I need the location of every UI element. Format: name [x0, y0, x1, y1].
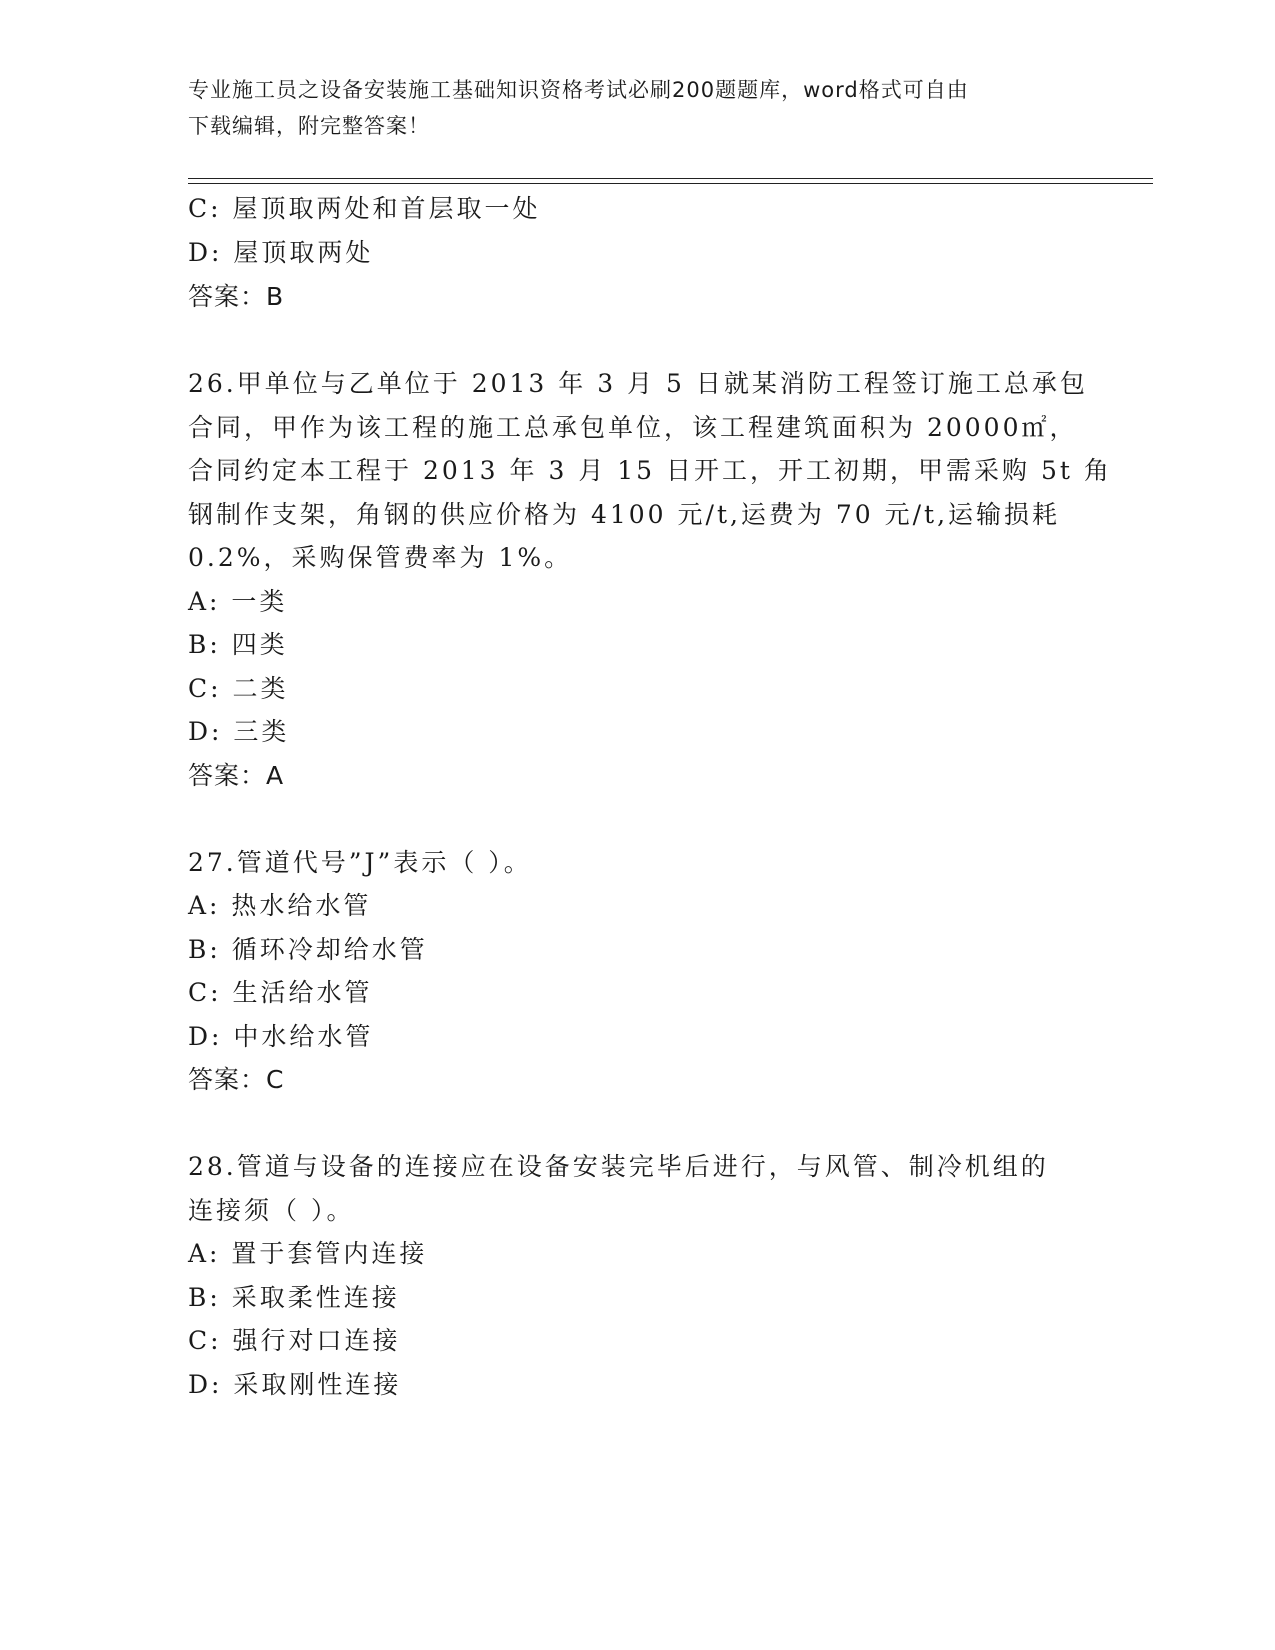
question-28-stem-line-2: 连接须（ ）。: [188, 1196, 355, 1225]
question-28-option-a: A: 置于套管内连接: [188, 1239, 428, 1268]
document-header: [188, 72, 1068, 144]
header-divider-bottom: [188, 183, 1153, 184]
question-27-answer: 答案：C: [188, 1065, 285, 1094]
question-27-option-a: A: 热水给水管: [188, 891, 372, 920]
question-27-option-c: C: 生活给水管: [188, 978, 373, 1007]
header-line-1: 专业施工员之设备安装施工基础知识资格考试必刷200题题库，word格式可自由: [188, 78, 969, 102]
question-27-option-b: B: 循环冷却给水管: [188, 935, 428, 964]
question-28-stem-line-1: 28.管道与设备的连接应在设备安装完毕后进行，与风管、制冷机组的: [188, 1152, 1049, 1181]
question-26-stem-line-4: 钢制作支架，角钢的供应价格为 4100 元/t,运费为 70 元/t,运输损耗: [188, 500, 1061, 529]
option-c: C: 屋顶取两处和首层取一处: [188, 194, 541, 223]
question-26-option-c: C: 二类: [188, 674, 289, 703]
question-27-stem-line-1: 27.管道代号”J”表示（ ）。: [188, 848, 532, 877]
header-divider-top: [188, 178, 1153, 179]
question-28-option-d: D: 采取刚性连接: [188, 1370, 402, 1399]
question-26-option-a: A: 一类: [188, 587, 288, 616]
option-d: D: 屋顶取两处: [188, 238, 374, 267]
question-26-stem-line-5: 0.2%，采购保管费率为 1%。: [188, 543, 573, 572]
answer-label: 答案：B: [188, 282, 285, 311]
question-27-option-d: D: 中水给水管: [188, 1022, 374, 1051]
question-26-stem-line-2: 合同，甲作为该工程的施工总承包单位，该工程建筑面积为 20000㎡，: [188, 413, 1078, 442]
question-26-option-b: B: 四类: [188, 630, 288, 659]
question-28-option-c: C: 强行对口连接: [188, 1326, 401, 1355]
question-26-option-d: D: 三类: [188, 717, 290, 746]
header-line-2: 下载编辑，附完整答案！: [188, 114, 430, 138]
question-28-option-b: B: 采取柔性连接: [188, 1283, 400, 1312]
question-26-stem-line-1: 26.甲单位与乙单位于 2013 年 3 月 5 日就某消防工程签订施工总承包: [188, 369, 1088, 398]
question-26-stem-line-3: 合同约定本工程于 2013 年 3 月 15 日开工，开工初期，甲需采购 5t 角: [188, 456, 1112, 485]
question-26-answer: 答案：A: [188, 761, 285, 790]
